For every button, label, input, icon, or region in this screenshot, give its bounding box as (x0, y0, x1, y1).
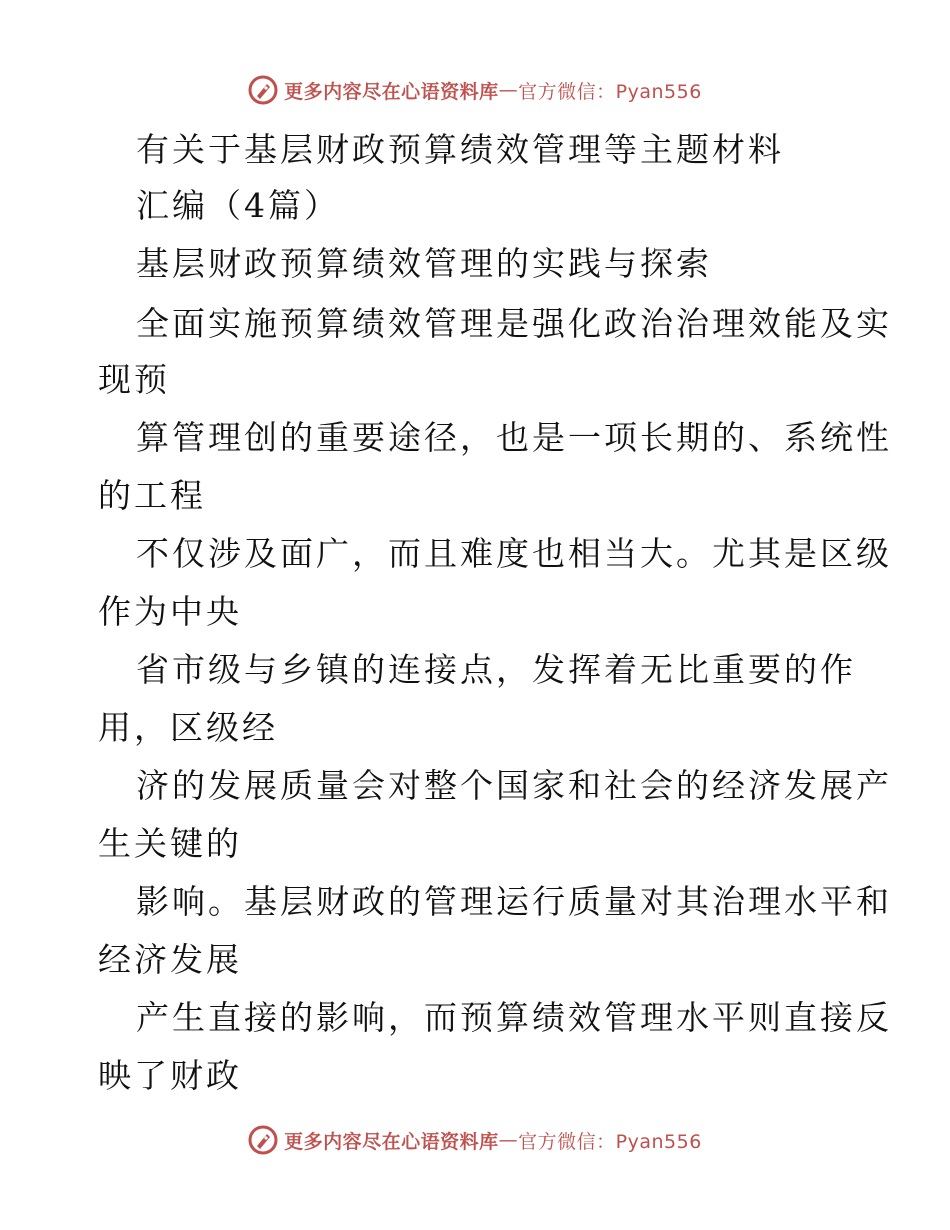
banner-dash: — (498, 79, 519, 101)
paragraph-line: 算管理创的重要途径，也是一项长期的、系统性 (136, 418, 892, 457)
paragraph-line: 作为中央 (98, 592, 242, 631)
banner-contact: 官方微信：Pyan556 (518, 1130, 702, 1153)
paragraph-line: 经济发展 (98, 940, 242, 979)
section-title: 基层财政预算绩效管理的实践与探索 (136, 244, 712, 283)
paragraph-line: 济的发展质量会对整个国家和社会的经济发展产 (136, 766, 892, 805)
paragraph-line: 现预 (98, 360, 170, 399)
paragraph-line: 的工程 (98, 476, 206, 515)
paragraph-line: 产生直接的影响，而预算绩效管理水平则直接反 (136, 998, 892, 1037)
paragraph-line: 用，区级经 (98, 708, 278, 747)
paragraph-line: 全面实施预算绩效管理是强化政治治理效能及实 (136, 304, 892, 343)
header-banner (0, 70, 950, 110)
paragraph-line: 生关键的 (98, 824, 242, 863)
banner-dash: — (498, 1129, 519, 1151)
paragraph-line: 映了财政 (98, 1056, 242, 1095)
footer-banner (0, 1120, 950, 1160)
paragraph-line: 省市级与乡镇的连接点，发挥着无比重要的作 (136, 650, 856, 689)
banner-contact: 官方微信：Pyan556 (518, 80, 702, 103)
pen-nib-logo-icon (248, 75, 278, 105)
document-title-line-1: 有关于基层财政预算绩效管理等主题材料 (136, 130, 784, 169)
paragraph-line: 不仅涉及面广，而且难度也相当大。尤其是区级 (136, 534, 892, 573)
document-title-line-2: 汇编（4篇） (136, 186, 340, 225)
banner-text: 更多内容尽在心语资料库 (284, 80, 499, 103)
banner-text: 更多内容尽在心语资料库 (284, 1130, 499, 1153)
pen-nib-logo-icon (248, 1125, 278, 1155)
paragraph-line: 影响。基层财政的管理运行质量对其治理水平和 (136, 882, 892, 921)
